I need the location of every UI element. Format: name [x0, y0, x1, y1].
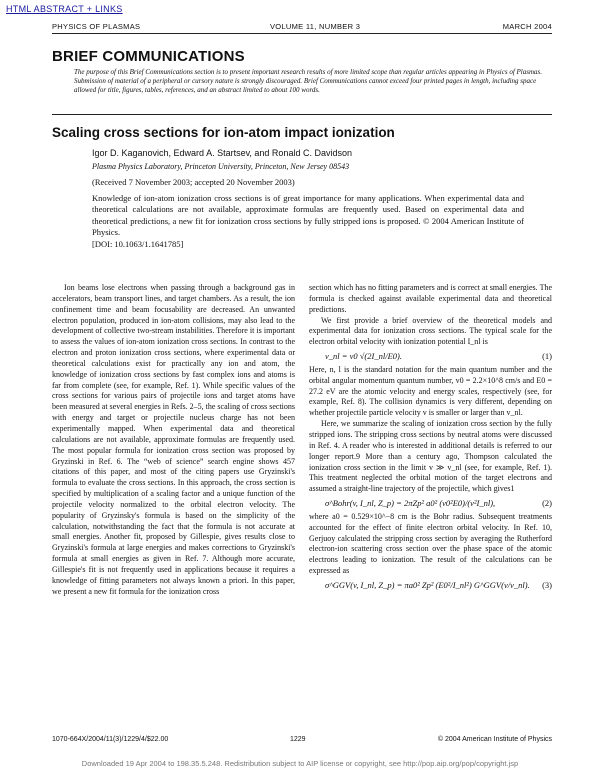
- equation-2: [309, 498, 552, 509]
- body-column-right: [309, 283, 552, 594]
- article-authors: Igor D. Kaganovich, Edward A. Startsev, and Ronald C. Davidson: [92, 148, 352, 158]
- section-preface: The purpose of this Brief Communications section is to present important research results of more limited scope than regular articles appearing in Physics of Plasmas. Submission of material of a peripheral or cursory nature is strongly discouraged. Brief Communications cannot exceed four printed pages in length, including space allowed for title, figures, tables, references, and an abstract limited to about 100 words.: [74, 68, 542, 95]
- equation-number: (2): [542, 498, 552, 509]
- html-abstract-links[interactable]: HTML ABSTRACT + LINKS: [6, 4, 123, 14]
- abstract-text: Knowledge of ion-atom ionization cross sections is of great importance for many applications. When experimental data and theoretical calculations are not available, approximate formulas are frequently used. Based on experimental data and theoretical predictions, a new fit for ionization cross sections by fully stripped ions is proposed. © 2004 American Institute of Physics.: [92, 193, 524, 238]
- footer-right: © 2004 American Institute of Physics: [437, 736, 552, 743]
- journal-name: PHYSICS OF PLASMAS: [52, 22, 141, 31]
- article-affiliation: Plasma Physics Laboratory, Princeton University, Princeton, New Jersey 08543: [92, 162, 350, 171]
- doi[interactable]: [DOI: 10.1063/1.1641785]: [92, 238, 184, 249]
- paragraph: Here, we summarize the scaling of ionization cross section by the fully stripped ions. The stripping cross sections by neutral atoms were discussed in Ref. 4. A reader who is interested in additional details is referred to our longer report.9 More than a century ago, Thompson calculated the ionization cross section in the limit v ≫ v_nl (see, for example, Ref. 1). This treatment neglected the orbital motion of the target electrons and assumed a straight-line trajectory of the projectile, which gives1: [309, 419, 552, 494]
- equation-body: v_nl = v0 √(2I_nl/E0).: [325, 351, 402, 362]
- equation-3: [309, 580, 552, 591]
- section-rule: [52, 114, 552, 115]
- received-dates: (Received 7 November 2003; accepted 20 November 2003): [92, 177, 295, 187]
- volume-number: VOLUME 11, NUMBER 3: [270, 22, 361, 31]
- paragraph: where a0 = 0.529×10^−8 cm is the Bohr radius. Subsequent treatments accounted for the effect of finite electron orbital velocity. In Ref. 10, Gerjuoy calculated the stripping cross section by averaging the Rutherford electron-ion scattering cross section over the phase space of the atomic electrons leading to ionization. The result of the calculations can be expressed as: [309, 511, 552, 576]
- paragraph: We first provide a brief overview of the theoretical models and experimental data for ionization cross sections. The typical scale for the electron orbital velocity with ionization potential I_nl is: [309, 315, 552, 347]
- body-column-left: [52, 283, 295, 597]
- equation-body: σ^GGV(v, I_nl, Z_p) = πa0² Zp² (E0²/I_nl²) G^GGV(v/v_nl).: [325, 579, 530, 590]
- page-number: 1229: [290, 736, 306, 743]
- footer-left: 1070-664X/2004/11(3)/1229/4/$22.00: [52, 736, 169, 743]
- equation-number: (3): [542, 579, 552, 590]
- abstract: [92, 193, 524, 250]
- paragraph: Ion beams lose electrons when passing through a background gas in accelerators, beam transport lines, and target chambers. As a result, the ion confinement time and beam focusability are decreased. An unwanted electron population, produced in ion-atom collisions, may also lead to the development of collective two-stream instabilities. Therefore it is important to assess the values of ion-atom ionization cross sections. In contrast to the electron and proton ionization cross sections, where experimental data or theoretical calculations exist for practically any ion and atom, the knowledge of ionization cross sections by fast complex ions and atoms is far from complete (see, for example, Ref. 1). While specific values of the cross sections for various pairs of projectile ions and target atoms have been measured at several energies in Refs. 2–5, the scaling of cross sections with energy and target or projectile nucleus charge has not been experimentally mapped. When experimental data and theoretical calculations are not available, approximate formulas are frequently used. The most popular formula for ionization cross section was proposed by Gryzinski in Ref. 6. The “web of science” search engine shows 457 citations of this paper, and most of the citing papers use Gryzinski's formula to evaluate the cross sections. In this approach, the cross section is specified by multiplication of a scaling factor and a unique function of the projectile velocity normalized to the orbital electron velocity. The popularity of Gryzinsky's formula is based on the simplicity of the calculation, notwithstanding the fact that the formula is not accurate at small energies. Another fit, proposed by Gillespie, gives results close to Gryzinski's formula at large energies and makes corrections to Gryzinski's formula at small energies as given in Ref. 7. Although more accurate, Gillespie's fit is not frequently used in applications because it requires a knowledge of fitting parameters not always known a priori. In this paper, we present a new fit formula for the ionization cross: [52, 283, 295, 596]
- equation-body: σ^Bohr(v, I_nl, Z_p) = 2πZp² a0² (v0²E0)/(v²I_nl),: [325, 498, 496, 509]
- header-rule: [52, 33, 552, 34]
- paragraph: Here, n, l is the standard notation for the main quantum number and the orbital angular momentum quantum number, v0 = 2.2×10^8 cm/s and E0 = 27.2 eV are the atomic velocity and energy scales, respectively (see, for example, Ref. 8). The collision dynamics is very different, depending on whether projectile particle velocity v is smaller or larger than v_nl.: [309, 364, 552, 418]
- section-title: BRIEF COMMUNICATIONS: [52, 48, 245, 65]
- paragraph: section which has no fitting parameters and is correct at small energies. The formula is checked against available experimental data and theoretical predictions.: [309, 283, 552, 314]
- equation-1: [309, 351, 552, 362]
- article-title: Scaling cross sections for ion-atom impact ionization: [52, 125, 395, 140]
- issue-date: MARCH 2004: [502, 22, 552, 31]
- download-notice: Downloaded 19 Apr 2004 to 198.35.5.248. Redistribution subject to AIP license or copyright, see http://pop.aip.org/pop/copyright.jsp: [81, 759, 519, 768]
- equation-number: (1): [542, 351, 552, 362]
